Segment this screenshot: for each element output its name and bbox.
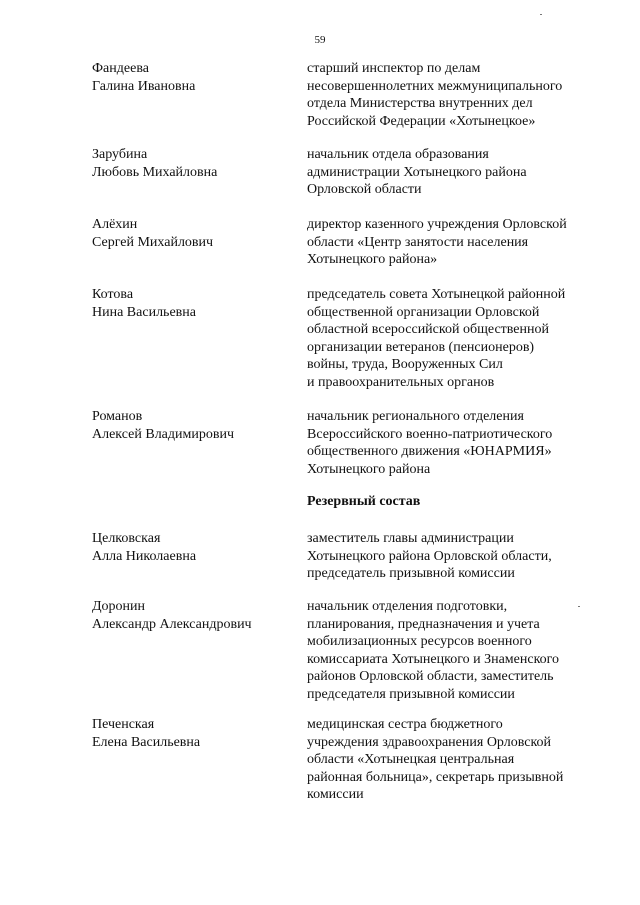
member-surname: Печенская <box>92 717 155 732</box>
position-line: области «Центр занятости населения <box>307 234 529 250</box>
position-line: областной всероссийской общественной <box>307 322 549 338</box>
position-line: Российской Федерации «Хотынецкое» <box>307 113 536 129</box>
member-position <box>307 146 597 199</box>
position-line: общественной организации Орловской <box>307 304 540 320</box>
member-given-names: Любовь Михайловна <box>92 164 218 180</box>
position-line: Всероссийского военно-патриотического <box>307 426 553 442</box>
position-line: Хотынецкого района» <box>307 252 438 268</box>
member-name <box>92 530 292 565</box>
member-given-names: Алексей Владимирович <box>92 426 235 442</box>
position-line: учреждения здравоохранения Орловской <box>307 734 552 750</box>
position-line: председатель призывной комиссии <box>307 566 515 582</box>
position-line: области «Хотынецкая центральная <box>307 752 515 768</box>
position-line: Хотынецкого района <box>307 461 431 477</box>
position-line: и правоохранительных органов <box>307 374 495 390</box>
position-line: председателя призывной комиссии <box>307 686 515 702</box>
position-line: Хотынецкого района Орловской области, <box>307 548 552 564</box>
member-surname: Зарубина <box>92 147 148 162</box>
position-line: мобилизационных ресурсов военного <box>307 634 532 650</box>
position-line: начальник отделения подготовки, <box>307 599 508 614</box>
position-line: войны, труда, Вооруженных Сил <box>307 357 503 373</box>
scan-speck <box>578 606 580 607</box>
member-surname: Фандеева <box>92 61 149 76</box>
position-line: администрации Хотынецкого района <box>307 164 527 180</box>
scan-speck <box>540 14 542 15</box>
position-line: медицинская сестра бюджетного <box>307 717 503 732</box>
member-given-names: Александр Александрович <box>92 616 252 632</box>
member-surname: Романов <box>92 409 143 424</box>
member-name <box>92 716 292 751</box>
member-position <box>307 216 597 269</box>
member-position <box>307 286 597 392</box>
member-position <box>307 716 597 804</box>
position-line: старший инспектор по делам <box>307 61 481 76</box>
member-position <box>307 60 597 130</box>
position-line: Орловской области <box>307 182 422 198</box>
member-position <box>307 598 597 704</box>
position-line: директор казенного учреждения Орловской <box>307 217 567 232</box>
position-line: начальник отдела образования <box>307 147 489 162</box>
member-given-names: Сергей Михайлович <box>92 234 214 250</box>
member-position <box>307 408 597 478</box>
position-line: общественного движения «ЮНАРМИЯ» <box>307 444 552 460</box>
member-given-names: Нина Васильевна <box>92 304 196 320</box>
member-surname: Котова <box>92 287 134 302</box>
member-name <box>92 60 292 95</box>
member-given-names: Алла Николаевна <box>92 548 197 564</box>
position-line: заместитель главы администрации <box>307 531 514 546</box>
member-surname: Доронин <box>92 599 146 614</box>
position-line: отдела Министерства внутренних дел <box>307 96 533 112</box>
member-name <box>92 408 292 443</box>
position-line: председатель совета Хотынецкой районной <box>307 287 566 302</box>
member-position <box>307 530 597 583</box>
position-line: районов Орловской области, заместитель <box>307 669 554 685</box>
page-number: 59 <box>314 34 326 46</box>
member-surname: Целковская <box>92 531 161 546</box>
position-line: несовершеннолетних межмуниципального <box>307 78 563 94</box>
position-line: комиссариата Хотынецкого и Знаменского <box>307 651 560 667</box>
position-line: комиссии <box>307 787 364 803</box>
member-name <box>92 598 292 633</box>
member-name <box>92 286 292 321</box>
position-line: организации ветеранов (пенсионеров) <box>307 339 535 355</box>
member-given-names: Галина Ивановна <box>92 78 196 94</box>
member-surname: Алёхин <box>92 217 138 232</box>
member-name <box>92 216 292 251</box>
position-line: районная больница», секретарь призывной <box>307 769 564 785</box>
reserve-section-heading: Резервный состав <box>307 494 421 509</box>
member-given-names: Елена Васильевна <box>92 734 201 750</box>
position-line: начальник регионального отделения <box>307 409 524 424</box>
member-name <box>92 146 292 181</box>
position-line: планирования, предназначения и учета <box>307 616 540 632</box>
